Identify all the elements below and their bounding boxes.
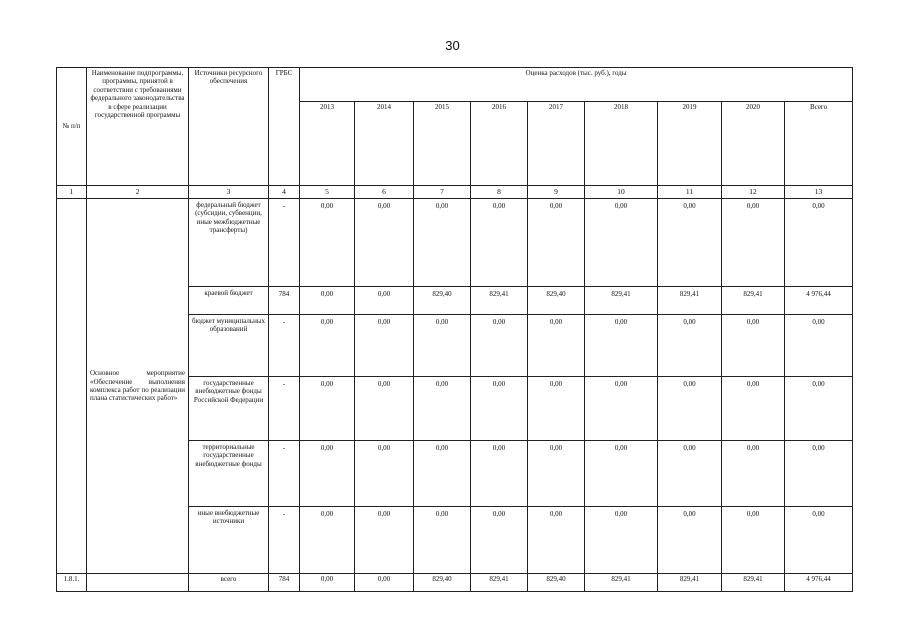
value-cell: 0,00 bbox=[300, 287, 355, 315]
value-cell: 0,00 bbox=[528, 315, 585, 377]
header-year: 2015 bbox=[414, 102, 471, 186]
source-cell: федеральный бюджет (субсидии, субвенции, иные межбюджетные трансферты) bbox=[189, 199, 269, 287]
activity-name: Основное мероприятие «Обеспечение выполнения комплекса работ по реализации плана статистических работ» bbox=[87, 199, 189, 574]
column-number: 12 bbox=[722, 186, 785, 199]
value-cell: 4 976,44 bbox=[785, 287, 853, 315]
value-cell: 0,00 bbox=[585, 441, 658, 507]
value-cell: 0,00 bbox=[785, 199, 853, 287]
value-cell: 0,00 bbox=[585, 199, 658, 287]
header-total: Всего bbox=[785, 102, 853, 186]
grbs-cell: - bbox=[269, 199, 300, 287]
value-cell: 4 976,44 bbox=[785, 574, 853, 592]
value-cell: 0,00 bbox=[658, 441, 722, 507]
value-cell: 0,00 bbox=[471, 377, 528, 441]
value-cell: 0,00 bbox=[722, 377, 785, 441]
value-cell: 829,41 bbox=[722, 287, 785, 315]
source-cell: иные внебюджетные источники bbox=[189, 507, 269, 574]
value-cell: 0,00 bbox=[585, 315, 658, 377]
header-source: Источники ресурсного обеспечения bbox=[189, 68, 269, 186]
value-cell: 829,40 bbox=[528, 287, 585, 315]
value-cell: 829,41 bbox=[585, 574, 658, 592]
header-year: 2018 bbox=[585, 102, 658, 186]
source-cell: всего bbox=[189, 574, 269, 592]
value-cell: 829,40 bbox=[414, 287, 471, 315]
value-cell: 0,00 bbox=[658, 507, 722, 574]
header-name: Наименование подпрограммы, программы, принятой в соответствии с требованиями федерального законодательства в сфере реализации государственной программы bbox=[87, 68, 189, 186]
total-name-empty bbox=[87, 574, 189, 592]
column-number: 13 bbox=[785, 186, 853, 199]
value-cell: 829,41 bbox=[658, 574, 722, 592]
value-cell: 0,00 bbox=[528, 377, 585, 441]
value-cell: 0,00 bbox=[300, 507, 355, 574]
value-cell: 829,41 bbox=[658, 287, 722, 315]
value-cell: 0,00 bbox=[355, 574, 414, 592]
value-cell: 0,00 bbox=[722, 315, 785, 377]
value-cell: 0,00 bbox=[528, 507, 585, 574]
value-cell: 0,00 bbox=[300, 441, 355, 507]
expenditure-table bbox=[56, 67, 853, 592]
header-estimate: Оценка расходов (тыс. руб.), годы bbox=[300, 68, 853, 102]
value-cell: 0,00 bbox=[658, 377, 722, 441]
value-cell: 0,00 bbox=[355, 507, 414, 574]
value-cell: 0,00 bbox=[300, 574, 355, 592]
value-cell: 0,00 bbox=[414, 507, 471, 574]
value-cell: 0,00 bbox=[355, 199, 414, 287]
header-year: 2020 bbox=[722, 102, 785, 186]
header-year: 2017 bbox=[528, 102, 585, 186]
column-number: 7 bbox=[414, 186, 471, 199]
column-number: 5 bbox=[300, 186, 355, 199]
value-cell: 0,00 bbox=[722, 199, 785, 287]
value-cell: 0,00 bbox=[722, 507, 785, 574]
value-cell: 0,00 bbox=[355, 315, 414, 377]
grbs-cell: - bbox=[269, 441, 300, 507]
column-number: 11 bbox=[658, 186, 722, 199]
header-year: 2016 bbox=[471, 102, 528, 186]
value-cell: 0,00 bbox=[658, 315, 722, 377]
column-number-row bbox=[57, 186, 853, 199]
value-cell: 0,00 bbox=[528, 441, 585, 507]
column-number: 2 bbox=[87, 186, 189, 199]
grbs-cell: 784 bbox=[269, 287, 300, 315]
row-num: 1.8.1. bbox=[57, 574, 87, 592]
value-cell: 0,00 bbox=[414, 199, 471, 287]
value-cell: 0,00 bbox=[785, 441, 853, 507]
value-cell: 0,00 bbox=[471, 441, 528, 507]
column-number: 4 bbox=[269, 186, 300, 199]
column-number: 6 bbox=[355, 186, 414, 199]
header-year: 2014 bbox=[355, 102, 414, 186]
value-cell: 0,00 bbox=[300, 199, 355, 287]
value-cell: 0,00 bbox=[585, 507, 658, 574]
value-cell: 0,00 bbox=[355, 441, 414, 507]
value-cell: 0,00 bbox=[355, 377, 414, 441]
table-row bbox=[57, 199, 853, 287]
value-cell: 0,00 bbox=[785, 507, 853, 574]
source-cell: территориальные государственные внебюджетные фонды bbox=[189, 441, 269, 507]
source-cell: бюджет муниципальных образований bbox=[189, 315, 269, 377]
column-number: 10 bbox=[585, 186, 658, 199]
header-grbs: ГРБС bbox=[269, 68, 300, 186]
value-cell: 829,41 bbox=[722, 574, 785, 592]
grbs-cell: - bbox=[269, 315, 300, 377]
value-cell: 0,00 bbox=[414, 315, 471, 377]
value-cell: 0,00 bbox=[471, 199, 528, 287]
value-cell: 829,41 bbox=[471, 287, 528, 315]
value-cell: 829,40 bbox=[414, 574, 471, 592]
grbs-cell: 784 bbox=[269, 574, 300, 592]
value-cell: 829,40 bbox=[528, 574, 585, 592]
value-cell: 0,00 bbox=[658, 199, 722, 287]
value-cell: 0,00 bbox=[300, 377, 355, 441]
total-row bbox=[57, 574, 853, 592]
grbs-cell: - bbox=[269, 377, 300, 441]
value-cell: 0,00 bbox=[585, 377, 658, 441]
column-number: 3 bbox=[189, 186, 269, 199]
value-cell: 0,00 bbox=[414, 377, 471, 441]
value-cell: 0,00 bbox=[528, 199, 585, 287]
value-cell: 0,00 bbox=[355, 287, 414, 315]
value-cell: 0,00 bbox=[785, 315, 853, 377]
header-num: № п/п bbox=[57, 68, 87, 186]
value-cell: 0,00 bbox=[471, 507, 528, 574]
value-cell: 829,41 bbox=[471, 574, 528, 592]
source-cell: государственные внебюджетные фонды Российской Федерации bbox=[189, 377, 269, 441]
column-number: 9 bbox=[528, 186, 585, 199]
value-cell: 829,41 bbox=[585, 287, 658, 315]
column-number: 1 bbox=[57, 186, 87, 199]
value-cell: 0,00 bbox=[722, 441, 785, 507]
header-year: 2013 bbox=[300, 102, 355, 186]
value-cell: 0,00 bbox=[414, 441, 471, 507]
row-num-empty bbox=[57, 199, 87, 574]
header-year: 2019 bbox=[658, 102, 722, 186]
grbs-cell: - bbox=[269, 507, 300, 574]
value-cell: 0,00 bbox=[471, 315, 528, 377]
source-cell: краевой бюджет bbox=[189, 287, 269, 315]
column-number: 8 bbox=[471, 186, 528, 199]
header-row-top bbox=[57, 68, 853, 102]
value-cell: 0,00 bbox=[785, 377, 853, 441]
value-cell: 0,00 bbox=[300, 315, 355, 377]
page-number: 30 bbox=[445, 38, 460, 53]
